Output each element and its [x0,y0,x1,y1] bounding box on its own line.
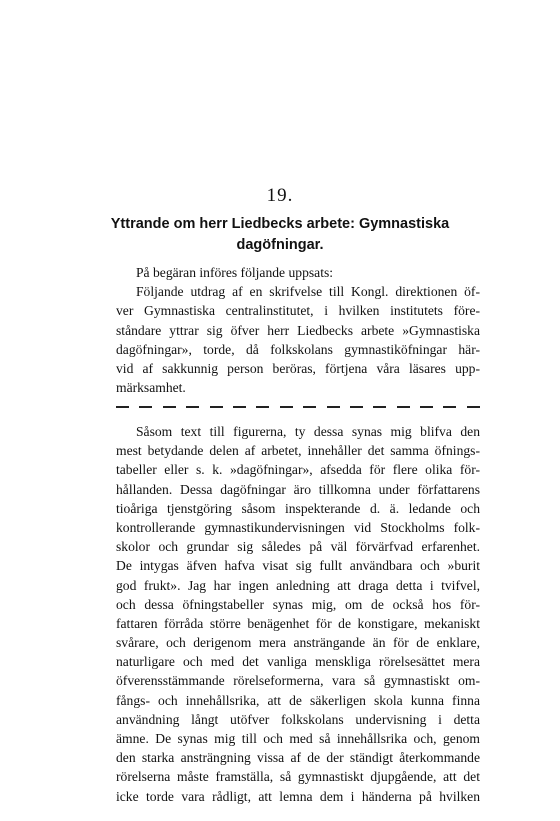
text-line: den starka ansträngning vissa af de der ständigt återkommande [116,750,480,766]
text-line: På begäran införes följande uppsats: [136,265,334,280]
divider-dash [139,406,152,408]
text-line: kontrollerande gymnastikundervisningen vid Stockholms folk- [116,519,480,535]
main-paragraph [116,422,480,806]
text-line: öfverensstämmande rörelseformerna, vara så gymnastiskt om- [116,673,480,689]
text-line: tioåriga tjenstgöring såsom inspekterande d. ä. ledande och [116,500,480,516]
divider-dash [467,406,480,408]
text-line: icke torde vara rådligt, att lemna dem i händerna på hvilken [116,788,480,804]
text-line: ver Gymnastiska centralinstitutet, i hvilken institutets före- [116,303,480,319]
text-line: mest betydande delen af arbetet, innehåller det samma öfnings- [116,443,480,459]
text-line: vid af sakkunnig person beröras, förtjena våra läsares upp- [116,360,480,376]
text-line: märksamhet. [116,380,186,396]
text-line: fattaren förråda större benägenhet för de konstigare, mekaniskt [116,615,480,631]
heading-line: Yttrande om herr Liedbecks arbete: Gymnastiska [110,216,450,232]
text-line: hållanden. Dessa dagöfningar äro tillkomna under författarens [116,481,480,497]
divider-dash [210,406,223,408]
divider-dash [420,406,433,408]
text-line: svårare, och derigenom mera ansträngande än för de enklare, [116,635,480,651]
divider-dash [256,406,269,408]
divider-dash [397,406,410,408]
article-heading [70,214,490,256]
dashed-divider [116,402,480,412]
divider-dash [163,406,176,408]
divider-dash [327,406,340,408]
intro-paragraph [116,263,480,397]
divider-dash [443,406,456,408]
text-line: ämne. De synas mig till och med så innehållsrika och, genom [116,731,480,746]
divider-dash [116,406,129,408]
divider-dash [350,406,363,408]
text-line: dagöfningar», torde, då folkskolans gymnastiköfningar här- [116,341,480,357]
section-number: 19. [266,185,294,206]
divider-dash [303,406,316,408]
divider-dash [186,406,199,408]
text-line: naturligare och med det vanliga menskliga rörelsesättet mera [116,654,480,670]
text-line: skolor och grundar sig således på väl förvärfvad erfarenhet. [116,539,480,555]
text-line: Följande utdrag af en skrifvelse till Kongl. direktionen öf- [136,284,480,300]
text-line: De intygas äfven hafva visat sig fullt användbara och »burit [116,558,480,574]
divider-dash [233,406,246,408]
text-line: rörelserna måste framställa, så gymnastiskt djupgående, att det [116,769,480,785]
text-line: fångs- och innehållsrika, att de säkerligen skola kunna finna [116,692,480,708]
text-line: ståndare yttrar sig öfver herr Liedbecks arbete »Gymnastiska [116,322,480,338]
text-line: Såsom text till figurerna, ty dessa synas mig blifva den [136,424,480,439]
text-line: god frukt». Jag har ingen anledning att draga detta i tvifvel, [116,577,480,593]
divider-dash [373,406,386,408]
heading-line: dagöfningar. [236,237,324,253]
text-line: och dessa öfningstabeller synas mig, om de också hos för- [116,596,480,612]
text-line: tabeller eller s. k. »dagöfningar», afsedda för flere olika för- [116,462,480,478]
divider-dash [280,406,293,408]
text-line: användning långt utöfver folkskolans undervisning i detta [116,711,480,727]
